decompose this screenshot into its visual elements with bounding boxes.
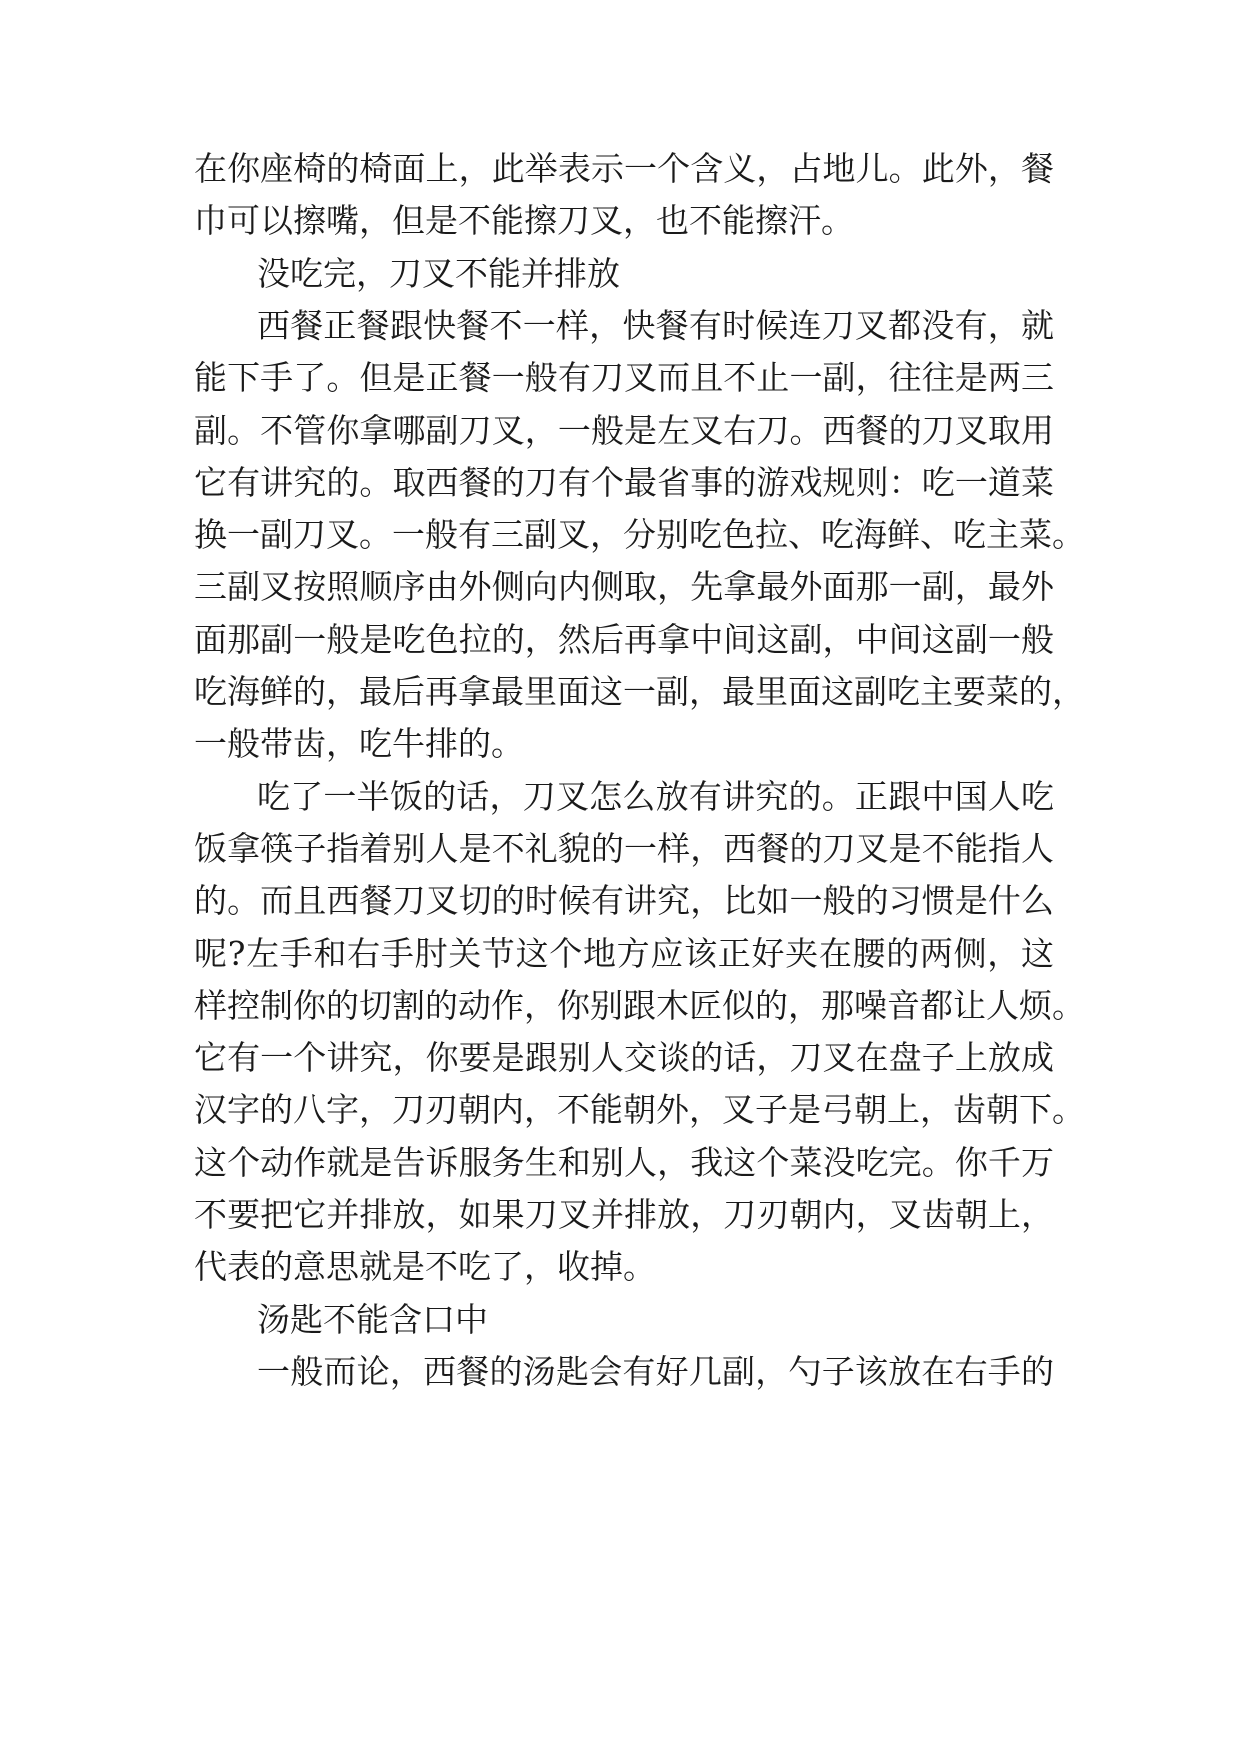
text-line: 代表的意思就是不吃了，收掉。 [194, 1247, 656, 1286]
text-line: 样控制你的切割的动作，你别跟木匠似的，那噪音都让人烦。 [194, 986, 1085, 1025]
text-line: 面那副一般是吃色拉的，然后再拿中间这副，中间这副一般 [194, 620, 1054, 659]
text-line: 在你座椅的椅面上，此举表示一个含义，占地儿。此外，餐 [194, 149, 1054, 188]
text-line: 呢?左手和右手肘关节这个地方应该正好夹在腰的两侧，这 [194, 934, 1054, 973]
text-line: 这个动作就是告诉服务生和别人，我这个菜没吃完。你千万 [194, 1143, 1054, 1182]
paragraph-first-line: 西餐正餐跟快餐不一样，快餐有时候连刀叉都没有，就 [257, 306, 1054, 345]
paragraph-first-line: 吃了一半饭的话，刀叉怎么放有讲究的。正跟中国人吃 [257, 777, 1054, 816]
text-line: 一般带齿，吃牛排的。 [194, 724, 524, 763]
text-line: 巾可以擦嘴，但是不能擦刀叉，也不能擦汗。 [194, 201, 854, 240]
text-line: 吃海鲜的，最后再拿最里面这一副，最里面这副吃主要菜的， [194, 672, 1085, 711]
text-line: 能下手了。但是正餐一般有刀叉而且不止一副，往往是两三 [194, 358, 1054, 397]
text-line: 饭拿筷子指着别人是不礼貌的一样，西餐的刀叉是不能指人 [194, 829, 1054, 868]
text-line: 汉字的八字，刀刃朝内，不能朝外，叉子是弓朝上，齿朝下。 [194, 1090, 1085, 1129]
paragraph-first-line: 没吃完，刀叉不能并排放 [257, 254, 620, 293]
text-line: 它有一个讲究，你要是跟别人交谈的话，刀叉在盘子上放成 [194, 1038, 1054, 1077]
text-line: 它有讲究的。取西餐的刀有个最省事的游戏规则：吃一道菜 [194, 463, 1054, 502]
text-line: 副。不管你拿哪副刀叉，一般是左叉右刀。西餐的刀叉取用 [194, 411, 1054, 450]
text-line: 的。而且西餐刀叉切的时候有讲究，比如一般的习惯是什么 [194, 881, 1054, 920]
text-line: 三副叉按照顺序由外侧向内侧取，先拿最外面那一副，最外 [194, 567, 1054, 606]
paragraph-first-line: 一般而论，西餐的汤匙会有好几副，勺子该放在右手的 [257, 1352, 1054, 1391]
text-line: 换一副刀叉。一般有三副叉，分别吃色拉、吃海鲜、吃主菜。 [194, 515, 1085, 554]
paragraph-first-line: 汤匙不能含口中 [257, 1300, 488, 1339]
text-line: 不要把它并排放，如果刀叉并排放，刀刃朝内，叉齿朝上， [194, 1195, 1054, 1234]
